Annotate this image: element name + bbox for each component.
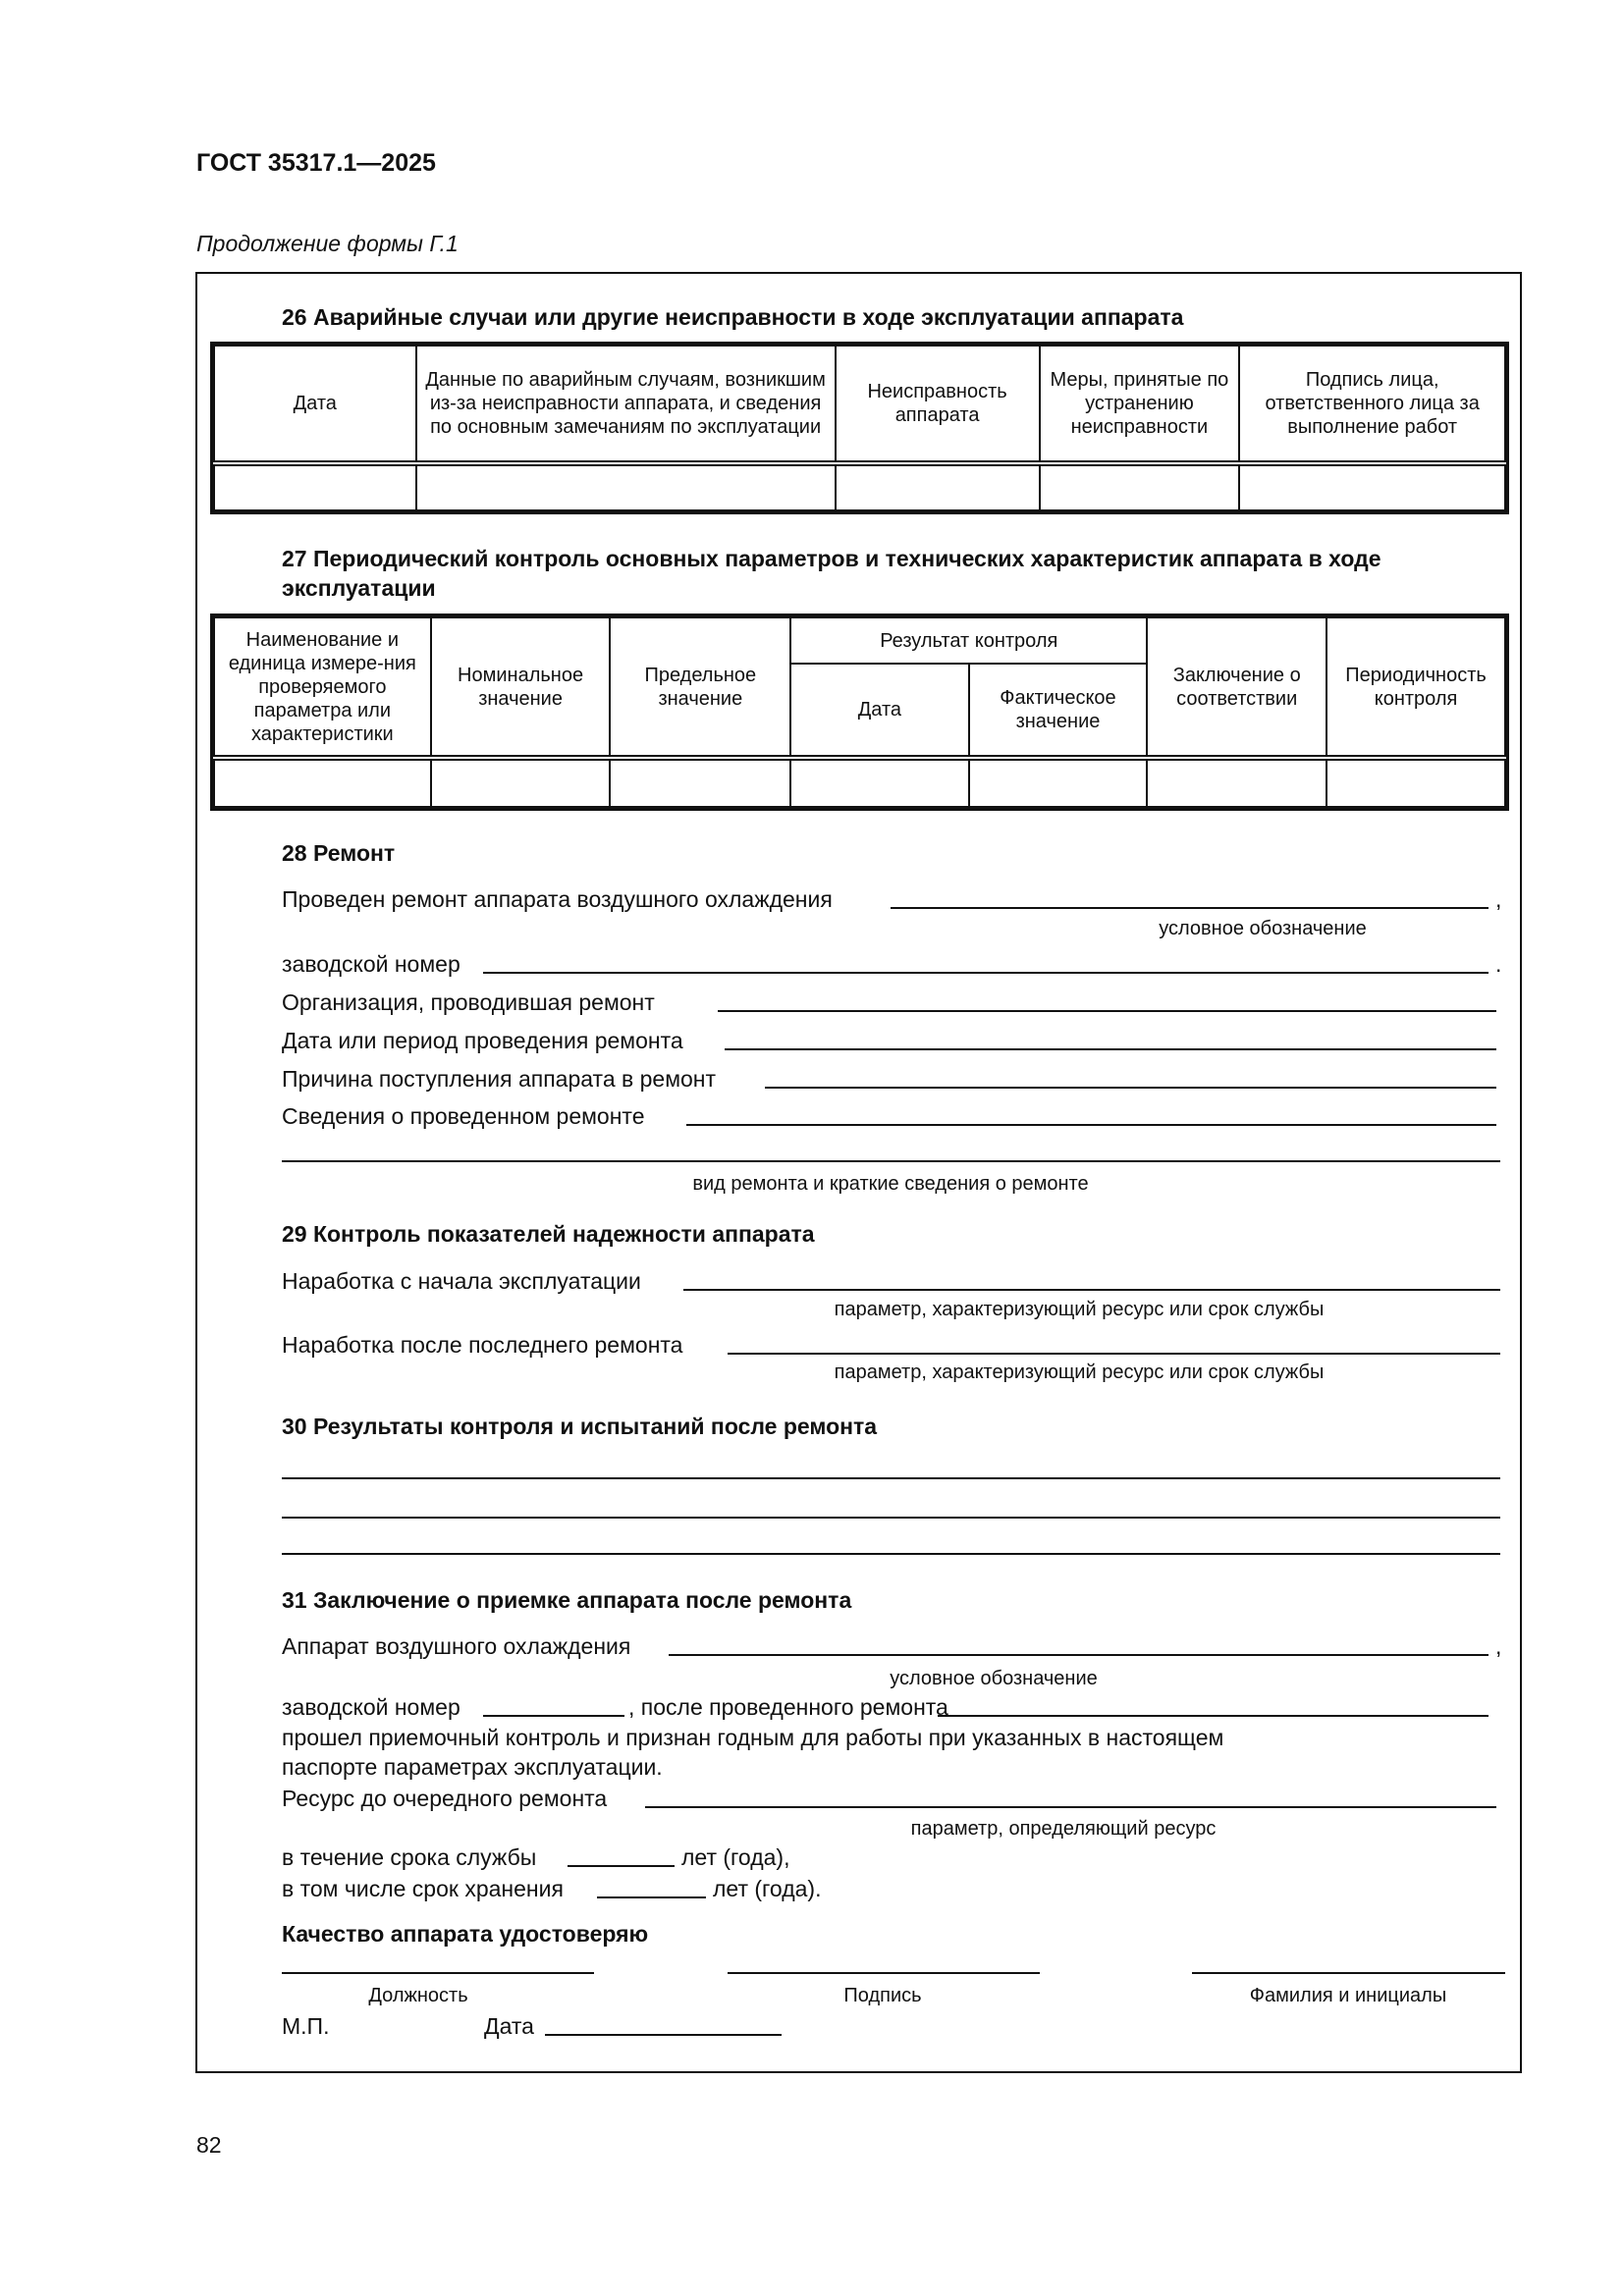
cell[interactable] xyxy=(416,463,836,510)
section-29-title: 29 Контроль показателей надежности аппарата xyxy=(282,1221,815,1247)
signature-caption: Подпись xyxy=(843,1985,922,2006)
cell[interactable] xyxy=(610,758,790,807)
repair-info-caption: вид ремонта и краткие сведения о ремонте xyxy=(692,1173,1089,1195)
repair-info-field-2[interactable] xyxy=(282,1160,1500,1162)
since-repair-caption: параметр, характеризующий ресурс или срок службы xyxy=(834,1362,1325,1383)
designation-caption: условное обозначение xyxy=(890,1668,1098,1689)
after-repair-label: , после проведенного ремонта xyxy=(628,1694,948,1720)
col-result-date: Дата xyxy=(790,664,968,758)
section-26-title: 26 Аварийные случаи или другие неисправности в ходе эксплуатации аппарата xyxy=(282,304,1184,330)
years-label: лет (года), xyxy=(681,1844,790,1870)
document-standard-number: ГОСТ 35317.1—2025 xyxy=(196,149,436,177)
position-field[interactable] xyxy=(282,1972,594,1974)
page-number: 82 xyxy=(196,2132,222,2158)
service-life-label: в течение срока службы xyxy=(282,1844,537,1870)
col-parameter-name: Наименование и единица измере-ния проверяемого параметра или характеристики xyxy=(214,617,431,758)
cell[interactable] xyxy=(1147,758,1326,807)
reason-field[interactable] xyxy=(765,1087,1496,1089)
resource-field[interactable] xyxy=(645,1806,1496,1808)
cell[interactable] xyxy=(431,758,611,807)
repair-info-field[interactable] xyxy=(686,1124,1496,1126)
serial-label: заводской номер xyxy=(282,951,460,977)
stamp-label: М.П. xyxy=(282,2013,330,2039)
section-31-title: 31 Заключение о приемке аппарата после ремонта xyxy=(282,1587,852,1613)
date-label: Дата xyxy=(484,2013,534,2039)
quality-certify-label: Качество аппарата удостоверяю xyxy=(282,1921,649,1947)
periodic-control-table xyxy=(213,616,1506,808)
since-start-caption: параметр, характеризующий ресурс или срок службы xyxy=(834,1299,1325,1320)
reason-label: Причина поступления аппарата в ремонт xyxy=(282,1066,717,1092)
section-27-title-line2: эксплуатации xyxy=(282,575,436,601)
date-field[interactable] xyxy=(545,2034,782,2036)
cell[interactable] xyxy=(1239,463,1505,510)
cell[interactable] xyxy=(836,463,1040,510)
resource-label: Ресурс до очередного ремонта xyxy=(282,1786,608,1811)
col-result: Результат контроля xyxy=(790,617,1147,664)
passed-text-line1: прошел приемочный контроль и признан годным для работы при указанных в настоящем xyxy=(282,1725,1224,1750)
repair-date-field[interactable] xyxy=(725,1048,1496,1050)
passed-text-line2: паспорте параметрах эксплуатации. xyxy=(282,1754,663,1780)
section-28-title: 28 Ремонт xyxy=(282,840,396,866)
col-signature: Подпись лица, ответственного лица за выполнение работ xyxy=(1239,346,1505,463)
cell[interactable] xyxy=(214,463,416,510)
apparatus-designation-field[interactable] xyxy=(669,1654,1489,1656)
col-periodicity: Периодичность контроля xyxy=(1326,617,1505,758)
table-row xyxy=(214,758,1505,807)
org-field[interactable] xyxy=(718,1010,1496,1012)
resource-caption: параметр, определяющий ресурс xyxy=(910,1818,1217,1840)
form-continuation-label: Продолжение формы Г.1 xyxy=(196,231,459,256)
section-30-title: 30 Результаты контроля и испытаний после ремонта xyxy=(282,1414,878,1439)
cell[interactable] xyxy=(969,758,1148,807)
storage-field[interactable] xyxy=(597,1896,706,1898)
years-label: лет (года). xyxy=(713,1876,822,1901)
repair-date-label: Дата или период проведения ремонта xyxy=(282,1028,683,1053)
col-limit: Предельное значение xyxy=(610,617,790,758)
results-field-2[interactable] xyxy=(282,1517,1500,1519)
col-malfunction: Неисправность аппарата xyxy=(836,346,1040,463)
col-conclusion: Заключение о соответствии xyxy=(1147,617,1326,758)
col-incident-data: Данные по аварийным случаям, возникшим из-за неисправности аппарата, и сведения по основным замечаниям по эксплуатации xyxy=(416,346,836,463)
serial-field[interactable] xyxy=(483,972,1489,974)
name-caption: Фамилия и инициалы xyxy=(1249,1985,1447,2006)
cell[interactable] xyxy=(1040,463,1240,510)
signature-field[interactable] xyxy=(728,1972,1040,1974)
cell[interactable] xyxy=(790,758,968,807)
since-start-field[interactable] xyxy=(683,1289,1500,1291)
table-row xyxy=(214,463,1505,510)
period: . xyxy=(1495,951,1502,977)
since-start-label: Наработка с начала эксплуатации xyxy=(282,1268,641,1294)
repair-designation-field[interactable] xyxy=(891,907,1489,909)
after-repair-field[interactable] xyxy=(938,1715,1489,1717)
apparatus-label: Аппарат воздушного охлаждения xyxy=(282,1633,631,1659)
col-measures: Меры, принятые по устранению неисправности xyxy=(1040,346,1240,463)
service-life-field[interactable] xyxy=(568,1865,675,1867)
col-result-actual: Фактическое значение xyxy=(969,664,1148,758)
col-date: Дата xyxy=(214,346,416,463)
results-field-1[interactable] xyxy=(282,1477,1500,1479)
cell[interactable] xyxy=(1326,758,1505,807)
since-repair-field[interactable] xyxy=(728,1353,1500,1355)
name-field[interactable] xyxy=(1192,1972,1505,1974)
position-caption: Должность xyxy=(368,1985,468,2006)
since-repair-label: Наработка после последнего ремонта xyxy=(282,1332,683,1358)
comma: , xyxy=(1495,1633,1502,1659)
cell[interactable] xyxy=(214,758,431,807)
repair-label: Проведен ремонт аппарата воздушного охлаждения xyxy=(282,886,833,912)
storage-label: в том числе срок хранения xyxy=(282,1876,564,1901)
results-field-3[interactable] xyxy=(282,1553,1500,1555)
comma: , xyxy=(1495,886,1502,912)
designation-caption: условное обозначение xyxy=(1159,918,1367,939)
section-27-title-line1: 27 Периодический контроль основных параметров и технических характеристик аппарата в ходе xyxy=(282,546,1381,571)
serial-label: заводской номер xyxy=(282,1694,460,1720)
org-label: Организация, проводившая ремонт xyxy=(282,989,655,1015)
col-nominal: Номинальное значение xyxy=(431,617,611,758)
repair-info-label: Сведения о проведенном ремонте xyxy=(282,1103,645,1129)
incidents-table xyxy=(213,345,1506,511)
serial-field[interactable] xyxy=(483,1715,624,1717)
